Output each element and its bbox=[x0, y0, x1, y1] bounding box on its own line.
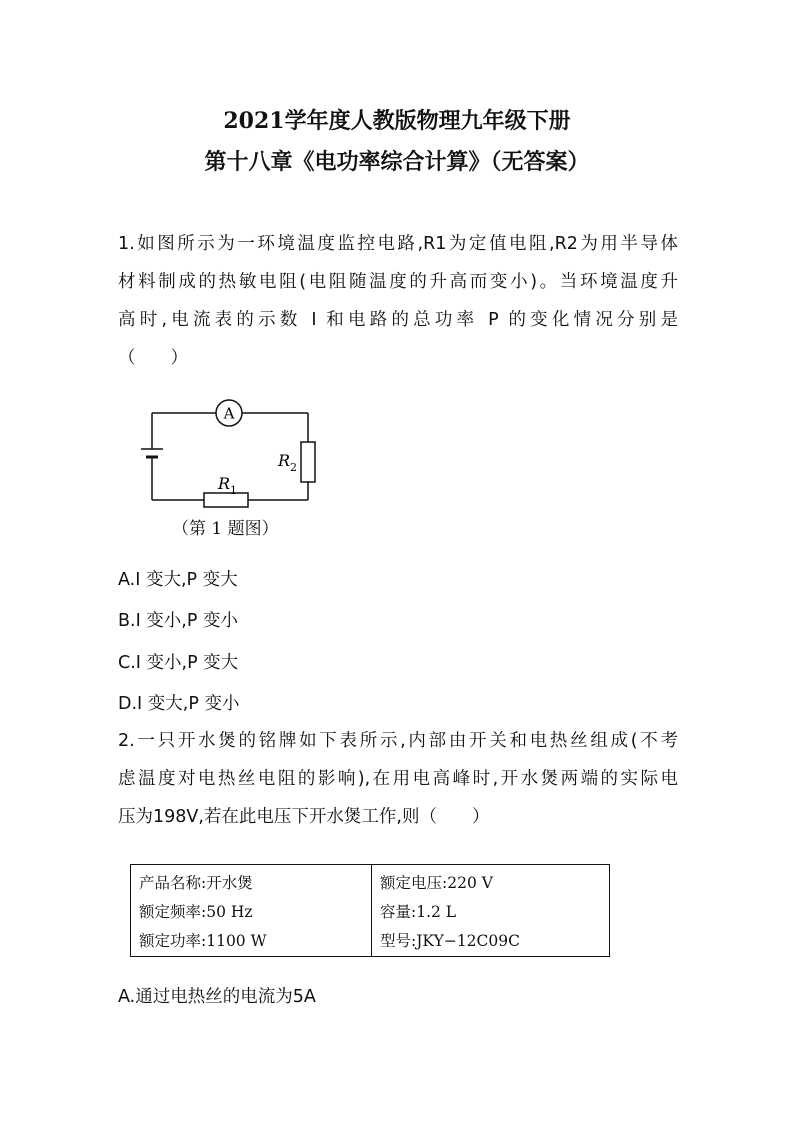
table-cell: 容量:1.2 L bbox=[372, 896, 610, 925]
battery-symbol bbox=[141, 449, 163, 457]
table-cell: 额定电压:220 V bbox=[372, 865, 610, 897]
question-1-stem bbox=[118, 225, 678, 377]
question-2-line: 2.一只开水煲的铭牌如下表所示,内部由开关和电热丝组成(不考 bbox=[118, 731, 678, 751]
document-title: 2021学年度人教版物理九年级下册 bbox=[223, 108, 571, 134]
nameplate-table bbox=[130, 864, 610, 957]
question-2-line: 压为198V,若在此电压下开水煲工作,则（ ） bbox=[118, 807, 490, 827]
question-1-option-d: D.I 变大,P 变小 bbox=[118, 694, 240, 714]
circuit-diagram bbox=[130, 395, 330, 517]
r1-label: $R_1$ bbox=[218, 474, 238, 497]
table-cell: 型号:JKY−12C09C bbox=[372, 925, 610, 957]
table-row bbox=[131, 925, 610, 957]
r2-label: $R_2$ bbox=[278, 451, 298, 474]
question-1-option-b: B.I 变小,P 变小 bbox=[118, 611, 238, 631]
table-row bbox=[131, 896, 610, 925]
figure-caption: （第 1 题图） bbox=[172, 519, 279, 539]
question-2-option-a: A.通过电热丝的电流为5A bbox=[118, 987, 316, 1007]
table-cell: 额定功率:1100 W bbox=[131, 925, 372, 957]
resistor-r1 bbox=[204, 493, 248, 507]
ammeter-label: A bbox=[223, 404, 235, 423]
question-2-line: 虑温度对电热丝电阻的影响),在用电高峰时,开水煲两端的实际电 bbox=[118, 769, 678, 789]
question-1-line: 材料制成的热敏电阻(电阻随温度的升高而变小)。当环境温度升 bbox=[118, 272, 678, 292]
table-cell: 产品名称:开水煲 bbox=[131, 865, 372, 897]
question-1-line: 1.如图所示为一环境温度监控电路,R1为定值电阻,R2为用半导体 bbox=[118, 234, 678, 254]
question-1-line: 高时,电流表的示数 I 和电路的总功率 P 的变化情况分别是 bbox=[118, 310, 678, 330]
table-row bbox=[131, 865, 610, 897]
document-subtitle: 第十八章《电功率综合计算》（无答案） bbox=[204, 149, 590, 175]
resistor-r2 bbox=[301, 442, 315, 482]
question-1-option-c: C.I 变小,P 变大 bbox=[118, 653, 239, 673]
table-cell: 额定频率:50 Hz bbox=[131, 896, 372, 925]
question-1-line: （ ） bbox=[118, 348, 188, 368]
question-1-option-a: A.I 变大,P 变大 bbox=[118, 570, 238, 590]
question-2-stem bbox=[118, 722, 678, 836]
